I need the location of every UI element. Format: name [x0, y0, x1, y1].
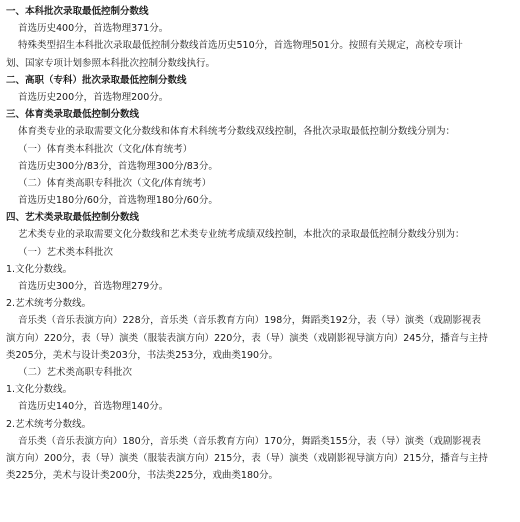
- sports-vocational-scores: 首选历史180分/60分，首选物理180分/60分。: [18, 195, 218, 207]
- vocational-cutoff-scores: 首选历史200分，首选物理200分。: [18, 91, 169, 103]
- arts-vocational-subheading: （二）艺术类高职专科批次: [18, 366, 133, 378]
- arts-vocational-exam-scores: 音乐类（音乐表演方向）180分，音乐类（音乐教育方向）170分，舞蹈类155分，表（导）演类（戏剧影视表: [18, 435, 481, 447]
- arts-vocational-exam-heading: 2.艺术统考分数线。: [6, 418, 92, 430]
- arts-undergraduate-subheading: （一）艺术类本科批次: [18, 246, 114, 258]
- sports-undergraduate-subheading: （一）体育类本科批次（文化/体育统考）: [18, 143, 193, 155]
- sports-vocational-subheading: （二）体育类高职专科批次（文化/体育统考）: [18, 177, 212, 189]
- arts-undergraduate-exam-scores-continued: 演方向）220分，表（导）演类（服装表演方向）220分，表（导）演类（戏剧影视导演方向）245分，播音与主持: [6, 332, 488, 344]
- arts-undergraduate-exam-heading: 2.艺术统考分数线。: [6, 298, 92, 310]
- arts-undergraduate-exam-scores: 音乐类（音乐表演方向）228分，音乐类（音乐教育方向）198分，舞蹈类192分，表（导）演类（戏剧影视表: [18, 315, 481, 327]
- arts-vocational-culture-heading: 1.文化分数线。: [6, 384, 73, 396]
- arts-undergraduate-culture-heading: 1.文化分数线。: [6, 263, 73, 275]
- sports-undergraduate-scores: 首选历史300分/83分，首选物理300分/83分。: [18, 160, 218, 172]
- arts-undergraduate-culture-scores: 首选历史300分，首选物理279分。: [18, 281, 169, 292]
- heading-vocational-cutoff: 二、高职（专科）批次录取最低控制分数线: [6, 74, 187, 86]
- arts-vocational-exam-scores-continued: 演方向）200分，表（导）演类（服装表演方向）215分，表（导）演类（戏剧影视导演方向）215分，播音与主持: [6, 452, 488, 464]
- sports-intro-paragraph: 体育类专业的录取需要文化分数线和体育术科统考分数线双线控制，各批次录取最低控制分数线分别为：: [18, 126, 456, 138]
- arts-vocational-culture-scores: 首选历史140分，首选物理140分。: [18, 401, 169, 413]
- heading-arts-cutoff: 四、艺术类录取最低控制分数线: [6, 212, 140, 224]
- special-admission-paragraph: 特殊类型招生本科批次录取最低控制分数线首选历史510分，首选物理501分。按照有关规定，高校专项计: [18, 40, 463, 52]
- arts-vocational-exam-scores-end: 类225分，美术与设计类200分，书法类225分，戏曲类180分。: [6, 470, 279, 482]
- undergraduate-cutoff-scores: 首选历史400分，首选物理371分。: [18, 23, 169, 35]
- special-admission-paragraph-continued: 划、国家专项计划参照本科批次控制分数线执行。: [6, 57, 216, 69]
- arts-intro-paragraph: 艺术类专业的录取需要文化分数线和艺术类专业统考成绩双线控制，本批次的录取最低控制分数线分别为：: [18, 229, 465, 241]
- heading-sports-cutoff: 三、体育类录取最低控制分数线: [6, 109, 140, 121]
- arts-undergraduate-exam-scores-end: 类205分，美术与设计类203分，书法类253分，戏曲类190分。: [6, 349, 279, 361]
- heading-undergraduate-cutoff: 一、本科批次录取最低控制分数线: [6, 6, 149, 17]
